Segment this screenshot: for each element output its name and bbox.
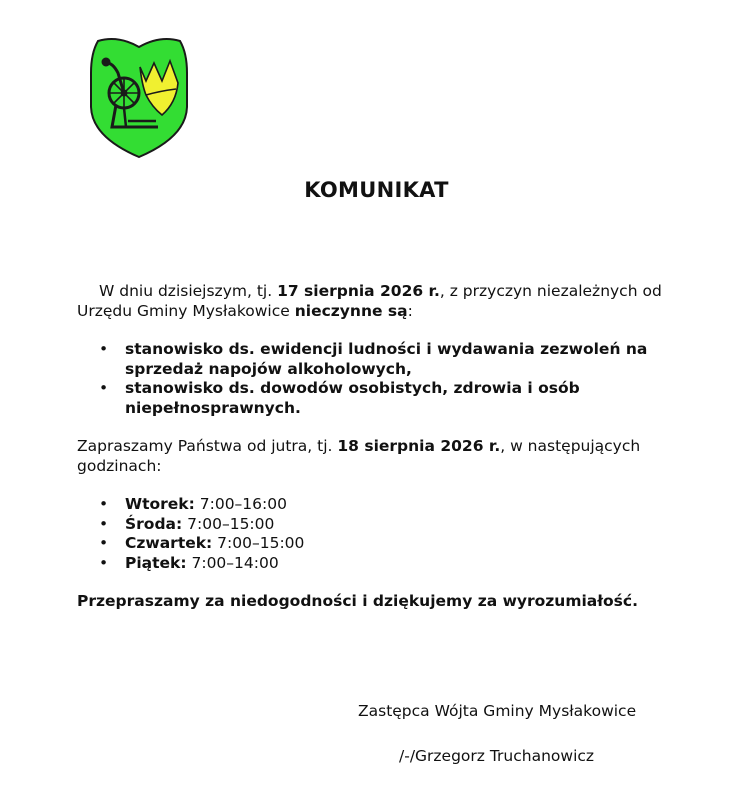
invite-paragraph (77, 437, 687, 476)
invite-text-1: Zapraszamy Państwa od jutra, tj. (77, 437, 338, 455)
bullet: • (99, 495, 109, 513)
bullet: • (99, 514, 109, 533)
list-item (77, 515, 687, 535)
closed-unit-text: stanowisko ds. ewidencji ludności i wydawania zezwoleń na sprzedaż napojów alkoholowych, (125, 340, 648, 378)
closed-unit-text: stanowisko ds. dowodów osobistych, zdrowia i osób niepełnosprawnych. (125, 379, 580, 417)
bullet: • (99, 379, 109, 397)
day-label: Piątek: (125, 553, 187, 572)
day-label: Wtorek: (125, 495, 195, 513)
signature-role: Zastępca Wójta Gminy Mysłakowice (358, 702, 637, 720)
bullet: • (99, 534, 109, 552)
list-item (77, 534, 687, 554)
closed-label: nieczynne są (294, 301, 408, 320)
opening-hours-list (77, 495, 687, 573)
closed-units-list (77, 340, 687, 418)
signature-name: /-/Grzegorz Truchanowicz (399, 747, 595, 765)
intro-text-3: : (407, 301, 413, 320)
hours-value: 7:00–15:00 (212, 534, 305, 552)
hours-value: 7:00–16:00 (194, 495, 287, 513)
list-item (77, 495, 687, 515)
municipal-coat-of-arms-logo (88, 33, 190, 159)
day-label: Czwartek: (125, 534, 213, 552)
intro-text-1: W dniu dzisiejszym, tj. (99, 282, 278, 300)
intro-text-2: , z przyczyn niezależnych od Urzędu Gminy Mysłakowice (77, 282, 662, 320)
hours-value: 7:00–14:00 (186, 553, 279, 572)
announcement-body (77, 282, 687, 612)
open-date: 18 sierpnia 2026 r. (337, 437, 501, 455)
list-item (77, 379, 687, 418)
bullet: • (99, 340, 109, 358)
bullet: • (99, 553, 109, 572)
day-label: Środa: (125, 514, 183, 533)
apology-paragraph: Przepraszamy za niedogodności i dziękujemy za wyrozumiałość. (77, 592, 638, 610)
hours-value: 7:00–15:00 (182, 514, 275, 533)
list-item (77, 554, 687, 574)
list-item (77, 340, 687, 379)
closed-date: 17 sierpnia 2026 r. (277, 282, 440, 300)
page-title: KOMUNIKAT (304, 178, 449, 202)
intro-paragraph (77, 282, 687, 321)
invite-text-2: , w następujących godzinach: (77, 437, 641, 475)
